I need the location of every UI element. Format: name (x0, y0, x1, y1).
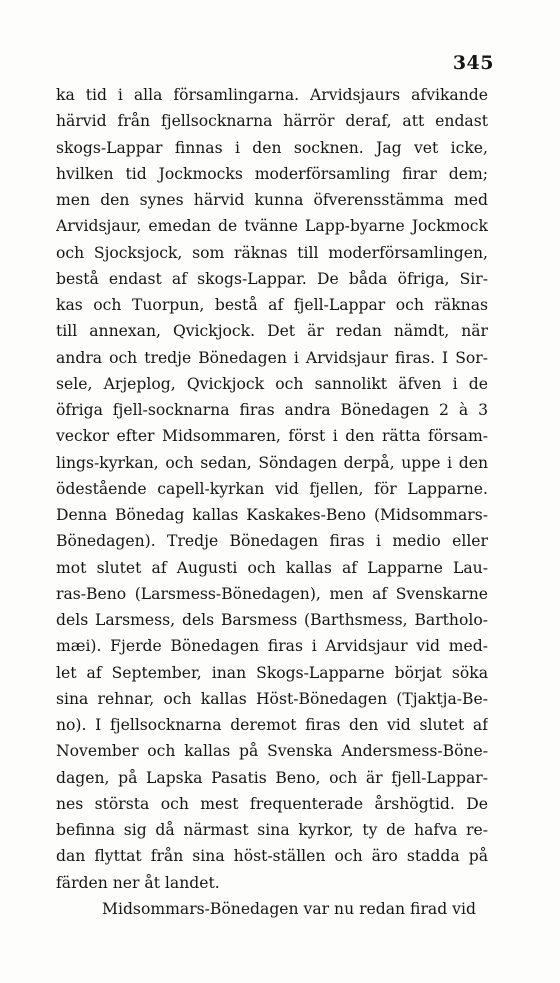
text-line-20: ras-Beno (Larsmess-Bönedagen), men af Svenskarne (56, 584, 488, 603)
text-line-30: dan flyttat från sina höst-ställen och äro stadda på (56, 847, 488, 866)
text-line-26: November och kallas på Svenska Andersmess-Böne- (56, 742, 488, 761)
text-line-17: Denna Bönedag kallas Kaskakes-Beno (Midsommars- (56, 506, 488, 524)
text-line-9: kas och Tuorpun, bestå af fjell-Lappar och räknas (56, 296, 488, 314)
text-line-5: men den synes härvid kunna öfverensstämma med (56, 191, 488, 209)
text-line-18: Bönedagen). Tredje Bönedagen firas i medio eller (56, 532, 488, 551)
text-line-13: öfriga fjell-socknarna firas andra Bönedagen 2 à 3 (56, 401, 488, 419)
text-line-19: mot slutet af Augusti och kallas af Lapparne Lau- (56, 558, 488, 577)
text-line-8: bestå endast af skogs-Lappar. De båda öfriga, Sir- (56, 269, 488, 288)
text-line-29: befinna sig då närmast sina kyrkor, ty de hafva re- (56, 821, 488, 839)
text-line-14: veckor efter Midsommaren, först i den rätta försam- (56, 427, 488, 446)
text-line-11: andra och tredje Bönedagen i Arvidsjaur firas. I Sor- (56, 348, 488, 367)
text-line-22: mæi). Fjerde Bönedagen firas i Arvidsjaur vid med- (56, 637, 488, 656)
text-line-28: nes största och mest frequenterade årshögtid. De (56, 794, 488, 813)
text-line-3: skogs-Lappar finnas i den socknen. Jag vet icke, (56, 138, 488, 157)
text-line-31: färden ner åt landet. (56, 873, 220, 892)
page-number: 345 (452, 52, 494, 74)
text-line-25: no). I fjellsocknarna deremot firas den vid slutet af (56, 716, 488, 734)
text-line-32: Midsommars-Bönedagen var nu redan firad vid (102, 899, 476, 918)
text-line-12: sele, Arjeplog, Qvickjock och sannolikt äfven i de (56, 374, 488, 393)
text-line-16: ödestående capell-kyrkan vid fjellen, för Lapparne. (56, 479, 488, 498)
text-line-15: lings-kyrkan, och sedan, Söndagen derpå, uppe i den (56, 453, 488, 472)
text-line-23: let af September, inan Skogs-Lapparne börjat söka (56, 663, 488, 682)
text-line-2: härvid från fjellsocknarna härrör deraf, att endast (56, 112, 488, 131)
text-line-7: och Sjocksjock, som räknas till moderförsamlingen, (56, 243, 488, 262)
body-text (56, 82, 488, 922)
text-line-27: dagen, på Lapska Pasatis Beno, och är fjell-Lappar- (56, 768, 488, 787)
text-line-10: till annexan, Qvickjock. Det är redan nämdt, när (56, 322, 488, 341)
text-line-1: ka tid i alla församlingarna. Arvidsjaurs afvikande (56, 86, 488, 104)
text-line-21: dels Larsmess, dels Barsmess (Barthsmess, Bartholo- (56, 611, 488, 629)
text-line-6: Arvidsjaur, emedan de tvänne Lapp-byarne Jockmock (56, 217, 488, 236)
text-line-4: hvilken tid Jockmocks moderförsamling firar dem; (56, 164, 488, 183)
text-line-24: sina rehnar, och kallas Höst-Bönedagen (Tjaktja-Be- (56, 689, 488, 708)
